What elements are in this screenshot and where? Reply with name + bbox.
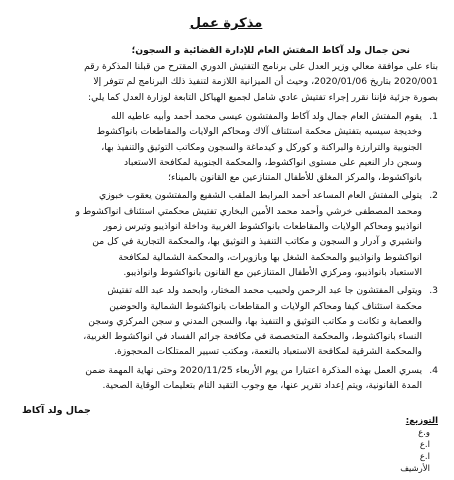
item-line: ومحمد المصطفى خرشي وأحمد محمد الأمين البخاري تفتيش محكمتي استئناف انواكشوط و (75, 205, 422, 217)
item-number: 4. (429, 364, 438, 376)
distribution-heading: التوزيع: (405, 416, 438, 426)
memo-items (14, 109, 438, 393)
item-line: النساء بانواكشوط، والمحكمة المتخصصة في مكافحة جرائم الفساد في انواكشوط الغربية، (83, 331, 422, 343)
item-line: بانواكشوط، والمركز المغلق للأطفال المتنازعين مع القانون بالميناء؛ (168, 172, 422, 184)
item-number: 1. (429, 111, 438, 122)
intro-line: 2020/001 بتاريخ 2020/01/06، وحيث أن الميزانية اللازمة لتنفيذ ذلك البرنامج لم تتوفر إلا (93, 76, 438, 87)
memo-intro (14, 43, 438, 105)
item-line: والعصابة و تكانت و مكاتب التوثيق و التنفيذ بها، والسجن المدني و سجن المركزي وسجن (88, 315, 422, 327)
item-line: والمحكمة الشرقية لمكافحة الاستعباد بالنعمة، ومكتب تسيير الممتلكات المحجوزة. (114, 346, 422, 358)
distribution-row: ا.ع (419, 440, 430, 450)
memo-footer (0, 405, 454, 475)
item-line: الجنوبية والترارزة والبراكنة و كوركل و كيدماغة والسجون ومكاتب التوثيق والتنفيذ بها، (101, 141, 422, 153)
item-line: يتولى المفتش العام المساعد أحمد المرابط الملقب الشفيع والمفتشون يعقوب خبوزي (99, 190, 422, 202)
item-line: انواكشوط وانواذيبو والمحكمة الشغل بها وبازويرات، والمحكمة الشمالية لمكافحة (118, 251, 422, 263)
distribution-row: و.ع (418, 428, 430, 438)
memo-item (14, 283, 438, 359)
memo-title: مذكرة عمل (189, 16, 263, 31)
item-line: وخديجة سيسيه بتفتيش محكمة استئناف آلاك ومحاكم الولايات والمقاطعات بانواكشوط (96, 126, 422, 138)
item-line: يسري العمل بهذه المذكرة اعتبارا من يوم الأربعاء 2020/11/25 وحتى نهاية المهمة ضمن (85, 364, 422, 376)
intro-line: بصورة جزئية فإننا نقرر إجراء تفتيش عادي شامل لجميع الهياكل التابعة لوزارة العدل كما يلي: (88, 91, 438, 103)
item-line: وانشيري و آدرار و السجون و مكاتب التنفيذ و التوثيق بها، والمحكمة التجارية في كل من (92, 236, 422, 248)
item-line: يقوم المفتش العام جمال ولد آكاط والمفتشون عيسى محمد أحمد وأبيه عاطيه الله (110, 111, 422, 122)
memo-item (14, 188, 438, 280)
distribution-row: ا.ع (419, 452, 430, 462)
item-number: 2. (429, 190, 438, 202)
distribution-row: الأرشيف (400, 464, 430, 474)
intro-line: نحن جمال ولد آكاط المفتش العام للإدارة القضائية و السجون؛ (131, 45, 410, 56)
item-number: 3. (429, 285, 438, 297)
signature: جمال ولد آكاط (22, 405, 91, 416)
item-line: محكمة استئناف كيفا ومحاكم الولايات و المقاطعات بانواكشوط الشمالية والحوضين (109, 300, 422, 312)
memo-item (14, 109, 438, 185)
memo-item (14, 363, 438, 394)
intro-line: بناء على موافقة معالي وزير العدل على برنامج التفتيش الدوري المقترح من قبلنا المذكرة رقم (84, 60, 438, 72)
item-line: وسجن دار النعيم على مستوى انواكشوط، والمحكمة الجنوبية لمكافحة الاستعباد (123, 156, 422, 168)
item-line: ويتولى المفتشون جا عبد الرحمن ولحبيب محمد المختار، وابحمد ولد عبد الله تفتيش (107, 285, 422, 297)
item-line: الاستعباد بانواذيبو، ومركزي الأطفال المتنازعين مع القانون بانواكشوط وانواذيبو. (123, 266, 422, 278)
distribution-list (400, 415, 438, 475)
item-line: المدة القانونية، ويتم إعداد تقرير عنها، مع وجوب التقيد التام بتعليمات الوقاية الصحية. (102, 380, 422, 392)
item-line: انواذيبو ومحاكم الولايات والمقاطعات بانواكشوط الغربية وداخلة انواذيبو وتيرس زمور (103, 221, 422, 233)
